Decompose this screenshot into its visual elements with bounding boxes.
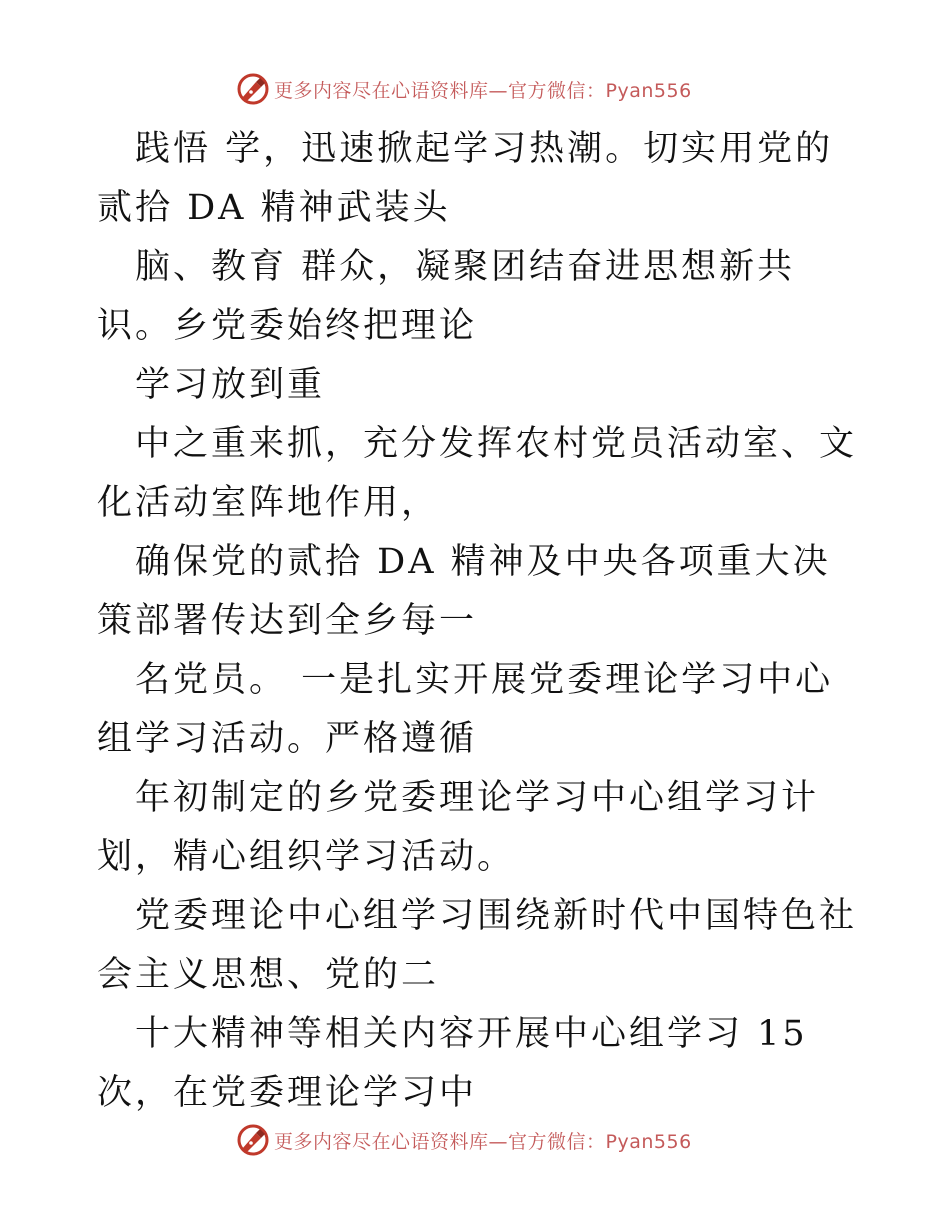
document-body bbox=[97, 120, 857, 1123]
paragraph: 十大精神等相关内容开展中心组学习 15 次，在党委理论学习中 bbox=[97, 1014, 808, 1113]
paragraph: 确保党的贰拾 DA 精神及中央各项重大决策部署传达到全乡每一 bbox=[97, 542, 831, 641]
paragraph: 党委理论中心组学习围绕新时代中国特色社会主义思想、党的二 bbox=[97, 896, 858, 995]
footer-banner bbox=[236, 1123, 692, 1157]
pen-nib-logo-icon bbox=[236, 72, 270, 106]
paragraph: 中之重来抓，充分发挥农村党员活动室、文化活动室阵地作用， bbox=[97, 424, 858, 523]
paragraph: 名党员。 一是扎实开展党委理论学习中心组学习活动。严格遵循 bbox=[97, 660, 834, 759]
paragraph: 脑、教育 群众，凝聚团结奋进思想新共识。乡党委始终把理论 bbox=[97, 247, 796, 346]
header-banner-text: 更多内容尽在心语资料库—官方微信：Pyan556 bbox=[274, 79, 692, 102]
paragraph: 学习放到重 bbox=[135, 365, 326, 405]
paragraph: 年初制定的乡党委理论学习中心组学习计划，精心组织学习活动。 bbox=[97, 778, 820, 877]
pen-nib-logo-icon bbox=[236, 1123, 270, 1157]
header-banner bbox=[236, 72, 692, 106]
paragraph: 践悟 学，迅速掀起学习热潮。切实用党的贰拾 DA 精神武装头 bbox=[97, 129, 834, 228]
footer-banner-text: 更多内容尽在心语资料库—官方微信：Pyan556 bbox=[274, 1130, 692, 1153]
